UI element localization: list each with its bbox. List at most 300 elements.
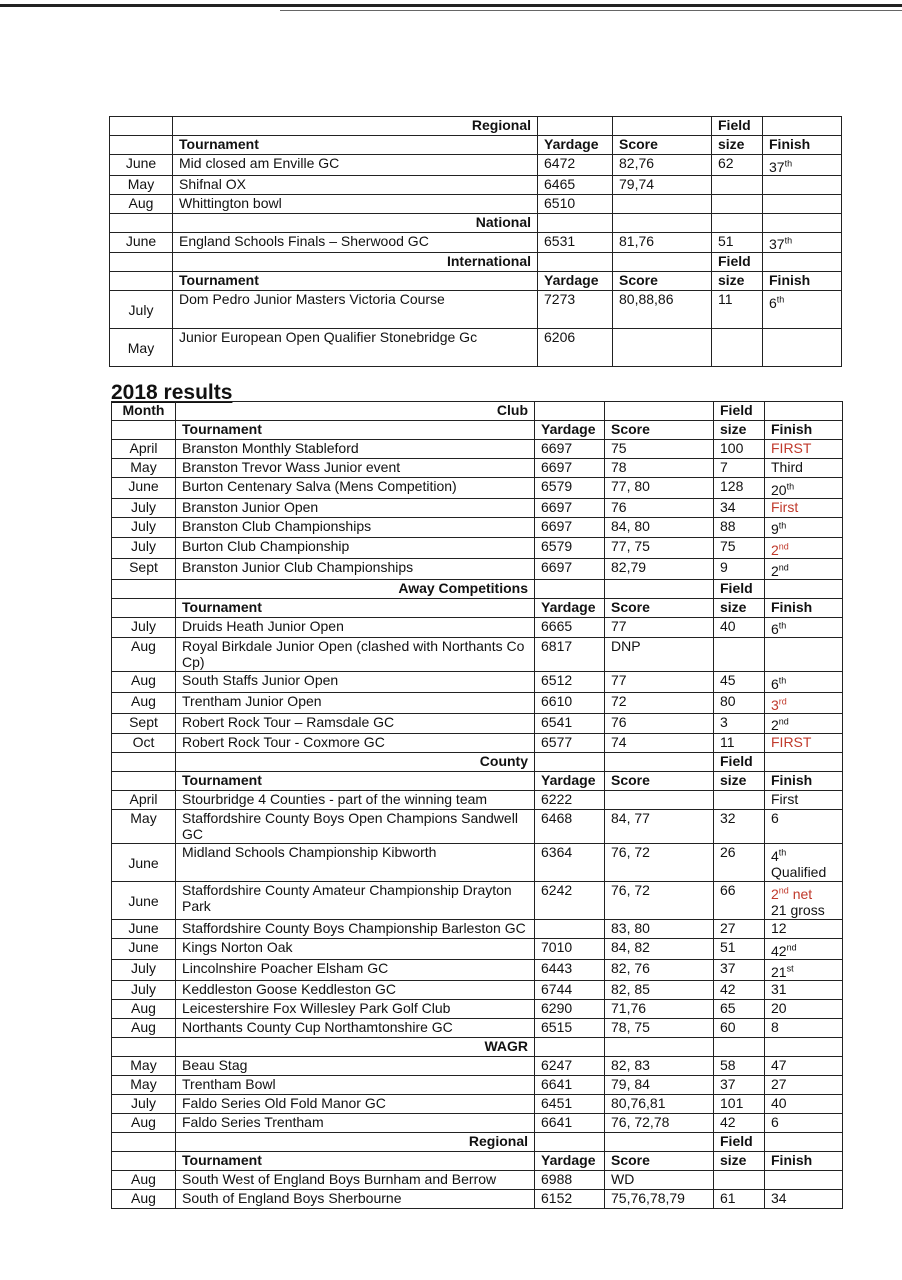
month-cell: May (112, 810, 176, 844)
field-size-cell: 75 (714, 538, 765, 559)
score-cell: 78 (605, 459, 714, 478)
finish-cell (765, 498, 843, 517)
size-header: size (712, 136, 763, 155)
field-size-cell: 61 (714, 1189, 765, 1208)
field-size-cell: 60 (714, 1018, 765, 1037)
month-cell: June (110, 232, 173, 253)
month-cell: July (112, 959, 176, 980)
yardage-cell: 6697 (535, 558, 605, 579)
column-header-row (112, 421, 843, 440)
finish-cell (765, 517, 843, 538)
field-size-cell: 11 (712, 291, 763, 329)
field-size-cell (712, 175, 763, 194)
field-header (712, 213, 763, 232)
field-size-cell (714, 638, 765, 672)
yardage-cell: 6515 (535, 1018, 605, 1037)
empty-cell (538, 213, 613, 232)
yardage-cell: 6988 (535, 1170, 605, 1189)
finish-cell (765, 980, 843, 999)
empty-cell (535, 1132, 605, 1151)
section-label: WAGR (176, 1037, 535, 1056)
score-cell: 80,88,86 (613, 291, 712, 329)
section-header-row (110, 117, 842, 136)
score-cell: 82,76 (613, 155, 712, 176)
score-cell: 84, 77 (605, 810, 714, 844)
tournament-cell: Branston Junior Club Championships (176, 558, 535, 579)
table-row (112, 517, 843, 538)
table-row (112, 638, 843, 672)
field-size-cell: 34 (714, 498, 765, 517)
table-row (112, 538, 843, 559)
field-size-cell: 45 (714, 672, 765, 693)
ordinal-suffix: nd (778, 561, 789, 572)
score-cell (613, 329, 712, 367)
finish-value: 6 (771, 1113, 779, 1130)
field-header: Field (714, 1132, 765, 1151)
section-label: Regional (176, 1132, 535, 1151)
tournament-cell: Lincolnshire Poacher Elsham GC (176, 959, 535, 980)
table-row (112, 498, 843, 517)
empty-cell (538, 253, 613, 272)
finish-value: First (771, 791, 799, 808)
score-cell: 82,79 (605, 558, 714, 579)
top-border-line (0, 4, 902, 7)
field-size-cell: 42 (714, 1113, 765, 1132)
score-cell: 77, 80 (605, 478, 714, 499)
score-cell: 80,76,81 (605, 1094, 714, 1113)
month-cell: Aug (112, 1189, 176, 1208)
month-cell: May (112, 1056, 176, 1075)
yardage-cell: 6472 (538, 155, 613, 176)
empty-cell (535, 1037, 605, 1056)
field-size-cell: 11 (714, 734, 765, 753)
finish-cell (765, 959, 843, 980)
yardage-cell: 7010 (535, 939, 605, 960)
tournament-header: Tournament (176, 421, 535, 440)
section-header-row (110, 213, 842, 232)
ordinal-suffix: th (778, 847, 787, 858)
finish-value: 2nd (771, 561, 789, 579)
tournament-cell: Royal Birkdale Junior Open (clashed with Northants Co Cp) (176, 638, 535, 672)
score-cell: 76, 72 (605, 844, 714, 882)
tournament-cell: Shifnal OX (173, 175, 538, 194)
tournament-cell: South West of England Boys Burnham and Berrow (176, 1170, 535, 1189)
field-header: Field (714, 579, 765, 598)
field-size-cell: 58 (714, 1056, 765, 1075)
score-cell: 77, 75 (605, 538, 714, 559)
table-row (110, 155, 842, 176)
table-row (112, 1170, 843, 1189)
finish-cell (765, 1170, 843, 1189)
table-row (112, 1056, 843, 1075)
ordinal-suffix: th (778, 620, 787, 631)
field-header: Field (712, 253, 763, 272)
score-cell: 76, 72,78 (605, 1113, 714, 1132)
finish-cell (765, 844, 843, 882)
month-cell: April (112, 791, 176, 810)
finish-cell (765, 734, 843, 753)
finish-value: 20th (771, 481, 795, 498)
month-cell: Sept (112, 713, 176, 734)
score-cell: 83, 80 (605, 920, 714, 939)
yardage-header: Yardage (535, 1151, 605, 1170)
table-row (112, 939, 843, 960)
finish-cell (765, 1075, 843, 1094)
field-size-cell: 128 (714, 478, 765, 499)
month-cell: July (112, 517, 176, 538)
empty-cell (110, 272, 173, 291)
month-column-header (110, 213, 173, 232)
section-label: Club (176, 402, 535, 421)
column-header-row (112, 1151, 843, 1170)
yardage-cell: 6697 (535, 459, 605, 478)
empty-cell (765, 1037, 843, 1056)
field-size-cell: 3 (714, 713, 765, 734)
tournament-header: Tournament (173, 136, 538, 155)
section-header-row (110, 253, 842, 272)
month-cell: May (110, 329, 173, 367)
month-cell: Oct (112, 734, 176, 753)
finish-cell (765, 1056, 843, 1075)
finish-header: Finish (765, 1151, 843, 1170)
table-row (112, 1018, 843, 1037)
table-row (110, 329, 842, 367)
empty-cell (765, 402, 843, 421)
month-cell: June (110, 155, 173, 176)
finish-value: 2nd (771, 541, 789, 558)
section-label: Regional (173, 117, 538, 136)
section-label: National (173, 213, 538, 232)
month-cell: July (112, 498, 176, 517)
field-header (714, 1037, 765, 1056)
table-row (112, 1189, 843, 1208)
finish-value: FIRST (771, 440, 812, 456)
table-row (112, 440, 843, 459)
table-row (112, 692, 843, 713)
score-header: Score (613, 136, 712, 155)
finish-cell (765, 1113, 843, 1132)
finish-value: 6th (771, 675, 787, 692)
field-size-cell: 32 (714, 810, 765, 844)
yardage-cell: 6242 (535, 882, 605, 920)
ordinal-suffix: th (778, 675, 787, 686)
empty-cell (613, 213, 712, 232)
field-header: Field (714, 753, 765, 772)
month-cell: Sept (112, 558, 176, 579)
finish-value: 37th (769, 235, 793, 253)
yardage-header: Yardage (535, 421, 605, 440)
table-row (112, 999, 843, 1018)
yardage-cell: 6465 (538, 175, 613, 194)
empty-cell (763, 117, 842, 136)
yardage-header: Yardage (538, 272, 613, 291)
tournament-cell: Robert Rock Tour - Coxmore GC (176, 734, 535, 753)
finish-cell (765, 1094, 843, 1113)
ordinal-suffix: nd (778, 885, 789, 896)
size-header: size (712, 272, 763, 291)
table-row (112, 1075, 843, 1094)
finish-value: 20 (771, 999, 787, 1016)
finish-cell (765, 920, 843, 939)
yardage-cell: 6697 (535, 517, 605, 538)
field-size-cell: 51 (712, 232, 763, 253)
finish-cell (765, 713, 843, 734)
tournament-cell: Northants County Cup Northamtonshire GC (176, 1018, 535, 1037)
yardage-cell: 6817 (535, 638, 605, 672)
yardage-cell: 6443 (535, 959, 605, 980)
tournament-cell: Junior European Open Qualifier Stonebridge Gc (173, 329, 538, 367)
yardage-cell: 6641 (535, 1075, 605, 1094)
finish-cell (765, 638, 843, 672)
month-cell: Aug (112, 999, 176, 1018)
finish-value: 47 (771, 1056, 787, 1073)
field-size-cell: 101 (714, 1094, 765, 1113)
finish-value: Third (771, 459, 803, 475)
table-row (112, 617, 843, 638)
ordinal-suffix: th (776, 294, 785, 305)
month-cell: July (110, 291, 173, 329)
section-label: County (176, 753, 535, 772)
field-size-cell: 27 (714, 920, 765, 939)
month-cell: June (112, 882, 176, 920)
size-header: size (714, 1151, 765, 1170)
finish-cell (765, 939, 843, 960)
month-cell: June (112, 920, 176, 939)
month-column-header (112, 579, 176, 598)
ordinal-suffix: th (784, 235, 793, 246)
tournament-cell: South Staffs Junior Open (176, 672, 535, 693)
month-column-header (110, 253, 173, 272)
score-header: Score (605, 421, 714, 440)
section-header-row (112, 1037, 843, 1056)
field-size-cell (714, 1170, 765, 1189)
field-size-cell: 42 (714, 980, 765, 999)
finish-value: 21st (771, 962, 794, 980)
yardage-cell: 6744 (535, 980, 605, 999)
score-cell: DNP (605, 638, 714, 672)
size-header: size (714, 772, 765, 791)
empty-cell (112, 1151, 176, 1170)
month-cell: May (110, 175, 173, 194)
section-header-row (112, 753, 843, 772)
score-cell (613, 194, 712, 213)
tournament-cell: Staffordshire County Boys Open Champions Sandwell GC (176, 810, 535, 844)
top-border-line-thin (280, 10, 902, 11)
table-row (110, 291, 842, 329)
table-row (110, 194, 842, 213)
yardage-cell: 6665 (535, 617, 605, 638)
tournament-cell: Dom Pedro Junior Masters Victoria Course (173, 291, 538, 329)
empty-cell (605, 1132, 714, 1151)
finish-value: 8 (771, 1018, 779, 1035)
table-row (112, 810, 843, 844)
finish-value: 6 (771, 810, 779, 827)
tournament-cell: Kings Norton Oak (176, 939, 535, 960)
finish-value: 3rd (771, 695, 787, 713)
field-size-cell: 100 (714, 440, 765, 459)
size-header: size (714, 598, 765, 617)
section-header-row (112, 402, 843, 421)
score-cell: 84, 82 (605, 939, 714, 960)
score-cell: WD (605, 1170, 714, 1189)
tournament-cell: Keddleston Goose Keddleston GC (176, 980, 535, 999)
field-header: Field (712, 117, 763, 136)
tournament-cell: Druids Heath Junior Open (176, 617, 535, 638)
score-cell: 82, 83 (605, 1056, 714, 1075)
finish-cell (765, 440, 843, 459)
finish-value: 31 (771, 980, 787, 997)
finish-header: Finish (763, 136, 842, 155)
tournament-cell: Branston Monthly Stableford (176, 440, 535, 459)
month-cell: Aug (112, 1170, 176, 1189)
finish-cell (763, 194, 842, 213)
tournament-cell: Mid closed am Enville GC (173, 155, 538, 176)
finish-cell (765, 999, 843, 1018)
tournament-cell: Beau Stag (176, 1056, 535, 1075)
empty-cell (605, 402, 714, 421)
month-column-header (112, 753, 176, 772)
yardage-cell: 6610 (535, 692, 605, 713)
yardage-cell: 6579 (535, 478, 605, 499)
yardage-cell: 6247 (535, 1056, 605, 1075)
finish-cell (763, 155, 842, 176)
yardage-cell: 6364 (535, 844, 605, 882)
table-row (112, 1113, 843, 1132)
finish-cell (765, 692, 843, 713)
table-row (110, 232, 842, 253)
tournament-cell: South of England Boys Sherbourne (176, 1189, 535, 1208)
ordinal-suffix: nd (778, 716, 789, 727)
empty-cell (613, 253, 712, 272)
finish-cell (763, 232, 842, 253)
table-row (110, 175, 842, 194)
section-header-row (112, 579, 843, 598)
tournament-cell: Trentham Junior Open (176, 692, 535, 713)
month-cell: Aug (112, 1113, 176, 1132)
tournament-cell: Burton Centenary Salva (Mens Competition) (176, 478, 535, 499)
month-cell: July (112, 617, 176, 638)
ordinal-suffix: nd (778, 541, 789, 552)
score-cell: 79, 84 (605, 1075, 714, 1094)
earlier-results-table (109, 116, 842, 367)
finish-value: 2nd (771, 716, 789, 734)
month-cell: May (112, 459, 176, 478)
score-cell: 71,76 (605, 999, 714, 1018)
table-row (112, 791, 843, 810)
month-column-header: Month (112, 402, 176, 421)
finish-header: Finish (765, 598, 843, 617)
column-header-row (112, 598, 843, 617)
month-cell: May (112, 1075, 176, 1094)
score-cell: 82, 76 (605, 959, 714, 980)
score-header: Score (605, 772, 714, 791)
table-row (112, 734, 843, 753)
empty-cell (613, 117, 712, 136)
finish-value: 42nd (771, 942, 797, 959)
yardage-header: Yardage (538, 136, 613, 155)
section-header-row (112, 1132, 843, 1151)
field-size-cell: 37 (714, 1075, 765, 1094)
section-label: International (173, 253, 538, 272)
field-size-cell: 40 (714, 617, 765, 638)
table-row (112, 844, 843, 882)
score-cell: 77 (605, 672, 714, 693)
finish-value: 6th (771, 620, 787, 638)
score-cell: 82, 85 (605, 980, 714, 999)
empty-cell (535, 753, 605, 772)
tournament-header: Tournament (176, 598, 535, 617)
finish-cell (765, 459, 843, 478)
empty-cell (765, 1132, 843, 1151)
empty-cell (765, 753, 843, 772)
empty-cell (765, 579, 843, 598)
field-size-cell: 88 (714, 517, 765, 538)
finish-cell (765, 810, 843, 844)
month-cell: June (112, 478, 176, 499)
month-column-header (112, 1132, 176, 1151)
finish-value: FIRST (771, 734, 812, 751)
yardage-cell: 6152 (535, 1189, 605, 1208)
size-header: size (714, 421, 765, 440)
empty-cell (538, 117, 613, 136)
month-cell: June (112, 939, 176, 960)
field-size-cell: 7 (714, 459, 765, 478)
score-cell: 76 (605, 498, 714, 517)
ordinal-suffix: th (778, 520, 787, 531)
yardage-cell: 6510 (538, 194, 613, 213)
finish-cell (763, 329, 842, 367)
yardage-cell: 6206 (538, 329, 613, 367)
table-row (112, 959, 843, 980)
yardage-cell: 6641 (535, 1113, 605, 1132)
finish-value: 12 (771, 920, 787, 937)
yardage-cell: 6579 (535, 538, 605, 559)
finish-cell (763, 291, 842, 329)
tournament-cell: Staffordshire County Amateur Championship Drayton Park (176, 882, 535, 920)
month-cell: Aug (112, 1018, 176, 1037)
score-cell: 74 (605, 734, 714, 753)
finish-value: 2nd net (771, 885, 813, 902)
empty-cell (535, 402, 605, 421)
table-row (112, 672, 843, 693)
field-size-cell (714, 791, 765, 810)
tournament-cell: Faldo Series Trentham (176, 1113, 535, 1132)
yardage-cell: 7273 (538, 291, 613, 329)
ordinal-suffix: st (786, 962, 794, 973)
finish-value: First (771, 498, 799, 515)
finish-cell (765, 791, 843, 810)
field-size-cell: 9 (714, 558, 765, 579)
field-size-cell: 66 (714, 882, 765, 920)
finish-value: 34 (771, 1189, 787, 1206)
finish-value: 9th (771, 520, 787, 538)
empty-cell (112, 598, 176, 617)
month-cell: July (112, 1094, 176, 1113)
yardage-header: Yardage (535, 772, 605, 791)
finish-value-secondary: 21 gross (771, 901, 825, 918)
finish-value: 6th (769, 294, 785, 311)
finish-cell (765, 617, 843, 638)
column-header-row (110, 136, 842, 155)
score-cell: 72 (605, 692, 714, 713)
yardage-cell (535, 920, 605, 939)
column-header-row (112, 772, 843, 791)
tournament-cell: England Schools Finals – Sherwood GC (173, 232, 538, 253)
empty-cell (605, 1037, 714, 1056)
yardage-cell: 6451 (535, 1094, 605, 1113)
yardage-cell: 6697 (535, 440, 605, 459)
empty-cell (763, 213, 842, 232)
